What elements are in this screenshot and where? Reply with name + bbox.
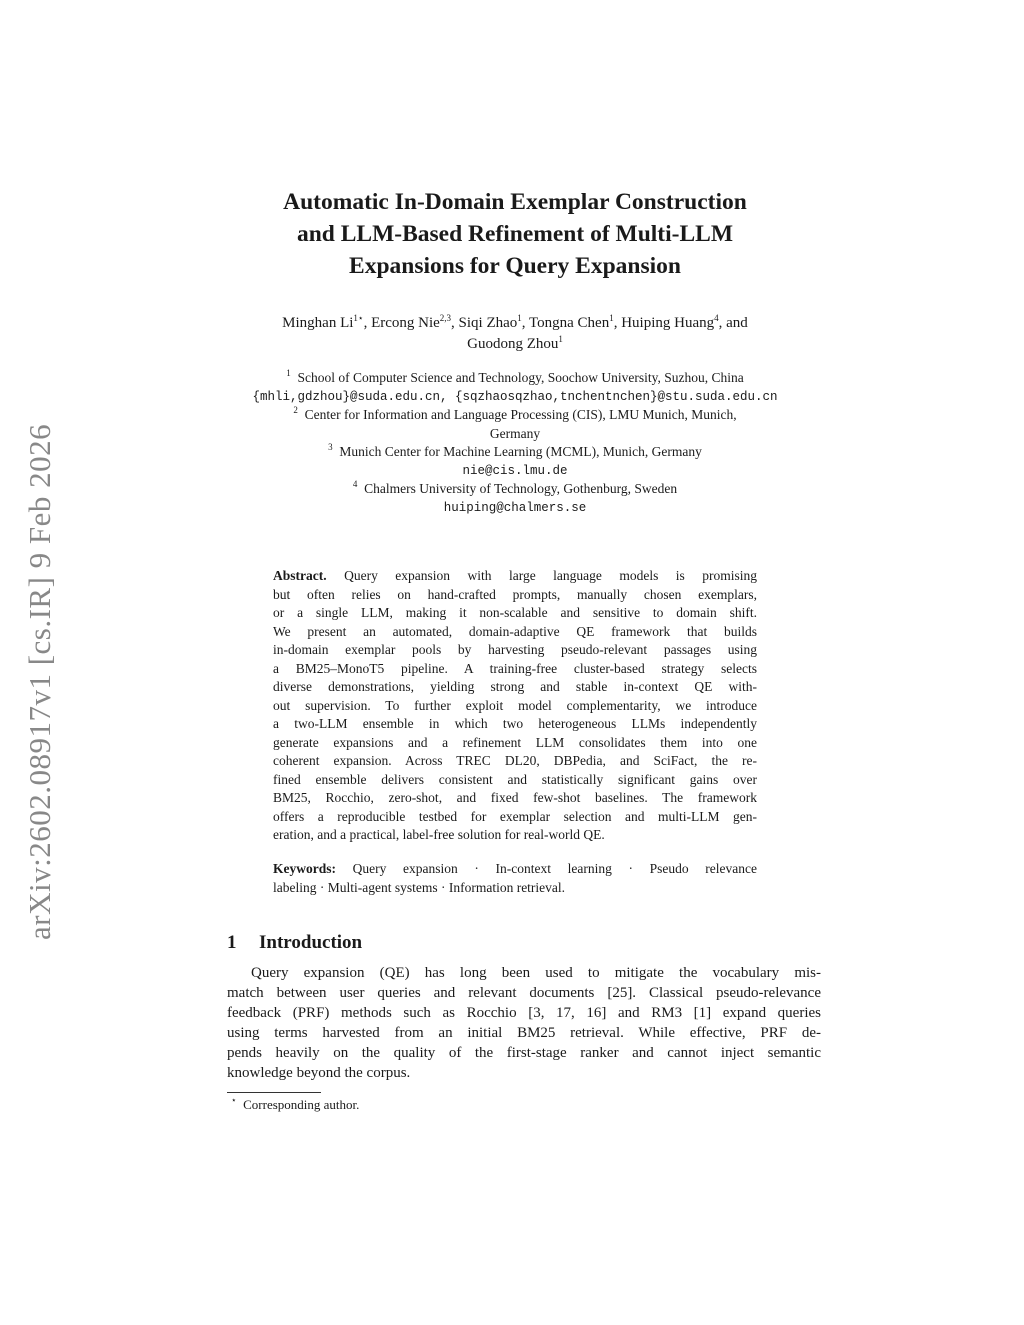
paragraph-line: pends heavily on the quality of the first-stage ranker and cannot inject semantic <box>227 1045 821 1061</box>
arxiv-identifier: arXiv:2602.08917v1 [cs.IR] 9 Feb 2026 <box>22 423 57 940</box>
abstract-line: out supervision. To further exploit model complementarity, we introduce <box>273 697 757 713</box>
abstract-line: offers a reproducible testbed for exemplar selection and multi-LLM gen- <box>273 808 757 824</box>
author-name: Guodong Zhou <box>467 336 559 352</box>
abstract-line: BM25, Rocchio, zero-shot, and fixed few-shot baselines. The framework <box>273 790 757 805</box>
affiliation-text: School of Computer Science and Technology, Soochow University, Suzhou, China <box>297 370 744 385</box>
intro-paragraph <box>227 963 821 1083</box>
author-line <box>200 334 830 355</box>
abstract <box>273 567 757 845</box>
paragraph-line: match between user queries and relevant documents [25]. Classical pseudo-relevance <box>227 985 821 1001</box>
author-affil-mark: 1 <box>517 313 522 323</box>
section-number: 1 <box>227 932 237 953</box>
affiliation <box>200 369 830 388</box>
affiliation <box>200 406 830 425</box>
section-title: Introduction <box>259 932 363 953</box>
affiliation-mark: 2 <box>293 405 298 415</box>
abstract-line: coherent expansion. Across TREC DL20, DBPedia, and SciFact, the re- <box>273 753 757 768</box>
author-affil-mark: 1 <box>609 313 614 323</box>
paragraph-line: feedback (PRF) methods such as Rocchio [3, 17, 16] and RM3 [1] expand queries <box>227 1005 821 1021</box>
title-line: and LLM-Based Refinement of Multi-LLM <box>296 221 734 247</box>
keywords-text: Query expansion · In-context learning · Pseudo relevance <box>352 861 757 876</box>
email: {mhli,gdzhou}@suda.edu.cn, {sqzhaosqzhao,tnchentnchen}@stu.suda.edu.cn <box>252 389 778 404</box>
affiliation <box>200 480 830 499</box>
affiliation-text: Center for Information and Language Processing (CIS), LMU Munich, Munich, <box>304 407 737 422</box>
paragraph-line: using terms harvested from an initial BM25 retrieval. While effective, PRF de- <box>227 1025 821 1041</box>
affiliation-mark: 1 <box>286 368 291 378</box>
keywords-label: Keywords: <box>273 861 336 876</box>
affiliation-mark: 4 <box>352 479 358 489</box>
author-affil-mark: 4 <box>714 313 719 323</box>
abstract-line <box>273 567 757 586</box>
footnote-text: Corresponding author. <box>243 1097 360 1112</box>
author-line <box>200 313 830 334</box>
author-name: , Siqi Zhao <box>451 315 518 331</box>
abstract-text: Query expansion with large language models is promising <box>344 568 757 583</box>
affiliation-text: Chalmers University of Technology, Gothenburg, Sweden <box>364 481 678 496</box>
abstract-label: Abstract. <box>273 568 327 583</box>
author-affil-mark: 1⋆ <box>353 313 364 323</box>
keywords-line <box>273 860 757 879</box>
paragraph-line: knowledge beyond the corpus. <box>227 1065 411 1081</box>
section-heading <box>227 931 362 955</box>
affiliations <box>200 369 830 517</box>
abstract-line: or a single LLM, making it non-scalable and sensitive to domain shift. <box>273 605 757 620</box>
abstract-line: We present an automated, domain-adaptive QE framework that builds <box>273 623 757 639</box>
abstract-line: in-domain exemplar pools by harvesting pseudo-relevant passages using <box>273 642 757 657</box>
paper-title <box>200 186 830 282</box>
author-affil-mark: 1 <box>558 334 563 344</box>
email: nie@cis.lmu.de <box>462 463 568 478</box>
author-name: , Tongna Chen <box>521 315 610 331</box>
paragraph-line: Query expansion (QE) has long been used to mitigate the vocabulary mis- <box>251 965 821 981</box>
keywords <box>273 860 757 897</box>
abstract-line: but often relies on hand-crafted prompts, manually chosen exemplars, <box>273 586 757 602</box>
affiliation-text: Munich Center for Machine Learning (MCML), Munich, Germany <box>339 444 702 459</box>
abstract-line: fined ensemble delivers consistent and statistically significant gains over <box>273 771 757 787</box>
affiliation-mark: 3 <box>328 442 333 452</box>
abstract-line: a two-LLM ensemble in which two heterogeneous LLMs independently <box>273 716 757 731</box>
footnote <box>231 1096 359 1113</box>
author-separator: , and <box>718 315 748 331</box>
author-affil-mark: 2,3 <box>439 313 452 323</box>
affiliation <box>200 443 830 462</box>
abstract-line: generate expansions and a refinement LLM consolidates them into one <box>273 734 757 750</box>
author-list <box>200 313 830 355</box>
title-line: Automatic In-Domain Exemplar Construction <box>283 189 747 215</box>
author-name: , Ercong Nie <box>363 315 440 331</box>
email: huiping@chalmers.se <box>443 500 587 515</box>
abstract-line: eration, and a practical, label-free solution for real-world QE. <box>273 827 605 842</box>
footnote-mark: ⋆ <box>231 1095 237 1105</box>
abstract-line: diverse demonstrations, yielding strong and stable in-context QE with- <box>273 679 757 694</box>
footnote-rule <box>227 1092 321 1093</box>
keywords-line: labeling · Multi-agent systems · Information retrieval. <box>273 879 566 895</box>
author-name: , Huiping Huang <box>613 315 715 331</box>
author-name: Minghan Li <box>282 315 354 331</box>
affiliation-continued: Germany <box>489 425 541 441</box>
title-line: Expansions for Query Expansion <box>349 253 681 279</box>
abstract-line: a BM25–MonoT5 pipeline. A training-free cluster-based strategy selects <box>273 660 757 676</box>
